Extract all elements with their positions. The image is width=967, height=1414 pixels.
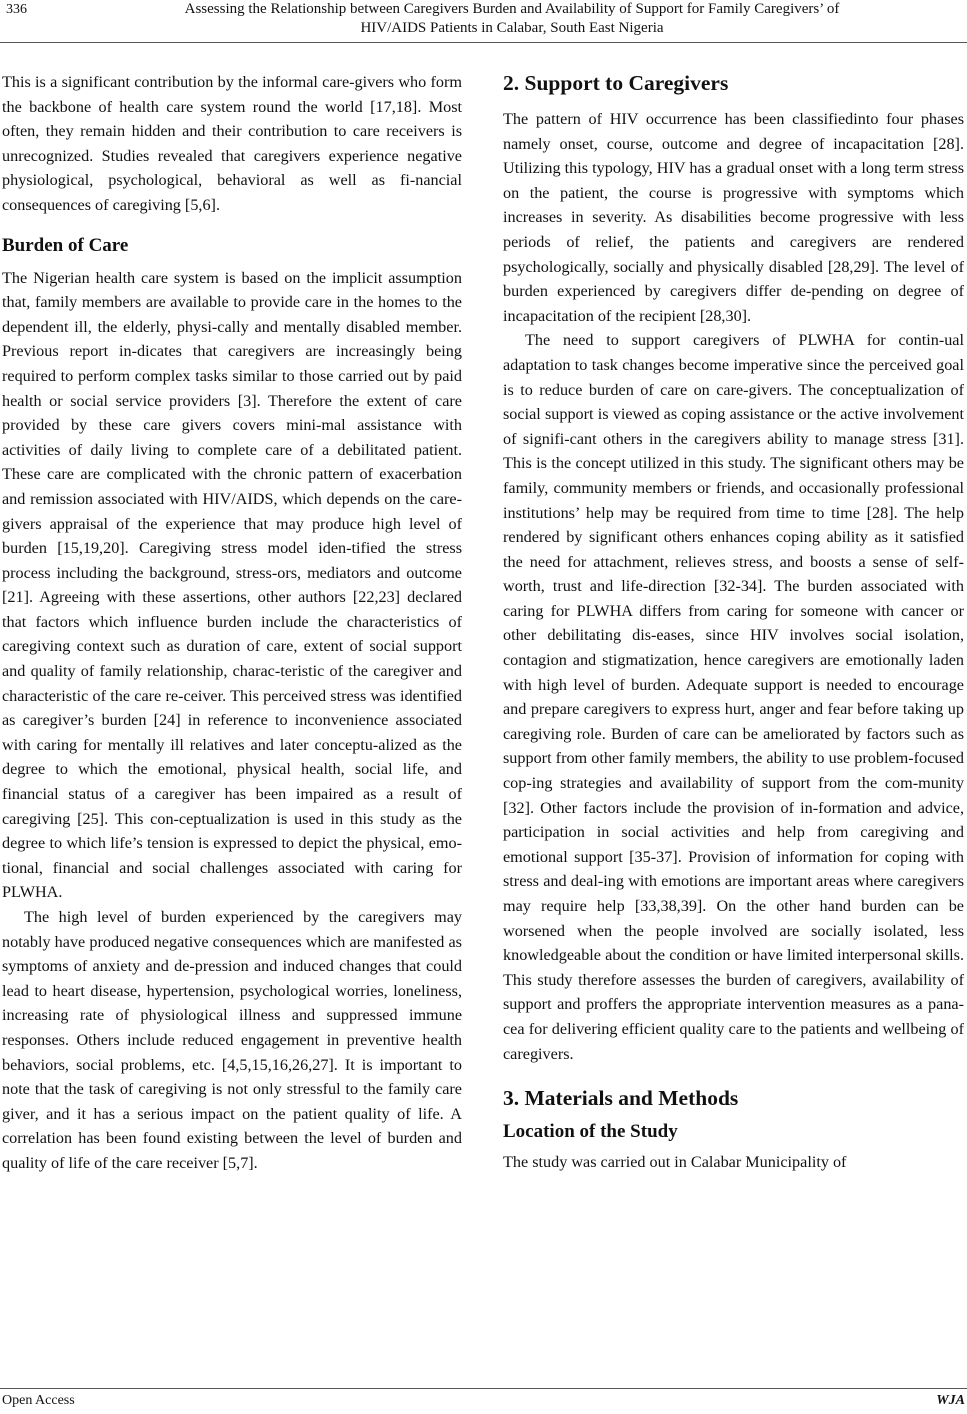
support-paragraph-2: The need to support caregivers of PLWHA for contin-ual adaptation to task changes become imperative since the perceived goal is to reduce burden of care on care-givers. The conceptualization of social support is viewed as coping assistance or the active involvement of signifi-cant others in the caregivers ability to manage stress [31]. This is the concept utilized in this study. The significant others may be family, community members or friends, and occasionally professional institutions’ help may be required from time to time [28]. The help rendered by significant others enhances coping ability as it satisfied the need for attachment, relieves stress, and boosts a sense of self-worth, trust and life-direction [32-34]. The burden associated with caring for PLWHA differs from caring for someone with cancer or other debilitating dis-eases, since HIV involves social isolation, contagion and stigmatization, hence caregivers are emotionally laden with high level of burden. Adequate support is needed to encourage and prepare caregivers to express hurt, anger and fear before taking up caregiving role. Burden of care can be ameliorated by factors such as support from other family members, the ability to use problem-focused cop-ing strategies and availability of support from the com-munity [32]. Other factors include the provision of in-formation and advice, participation in social activities and help from caregiving and emotional support [35-37]. Provision of information for coping with stress and deal-ing with emotions are important areas where caregivers may require help [33,38,39]. On the other hand burden can be worsened when the people involved are socially isolated, less knowledgeable about the condition or have limited interpersonal skills. This study therefore assesses the burden of caregivers, availability of support and proffers the appropriate intervention measures as a pana-cea for delivering efficient quality care to the patients and wellbeing of caregivers. — [503, 331, 964, 1063]
section-2-heading: 2. Support to Caregivers — [503, 71, 729, 95]
section-3-heading: 3. Materials and Methods — [503, 1086, 739, 1111]
header-rule — [0, 42, 967, 43]
intro-paragraph: This is a significant contribution by the informal care-givers who form the backbone of health care system round the world [17,18]. Most often, they remain hidden and their contribution to care receivers is unrecognized. Studies revealed that caregivers experience negative physiological, psychological, behavioral as well as fi-nancial consequences of caregiving [5,6]. — [2, 73, 462, 214]
footer-journal-abbrev: WJA — [936, 1393, 965, 1408]
running-head-line-1: Assessing the Relationship between Caregivers Burden and Availability of Support for Family Caregivers’ of — [184, 1, 840, 17]
page-number: 336 — [6, 2, 27, 17]
support-paragraph-1: The pattern of HIV occurrence has been classifiedinto four phases namely onset, course, outcome and degree of incapacitation [28]. Utilizing this typology, HIV has a gradual onset with a long term stress on the patient, the course is progressive with symptoms which increases in severity. As disabilities become progressive with less periods of relief, the patients and caregivers are rendered psychologically, socially and physically disabled [28,29]. The level of burden experienced by caregivers differ de-pending on degree of incapacitation of the recipient [28,30]. — [503, 110, 964, 325]
footer-open-access: Open Access — [2, 1393, 75, 1408]
running-head — [60, 0, 964, 38]
location-of-study-heading: Location of the Study — [503, 1121, 678, 1143]
left-column — [2, 70, 462, 1176]
footer-rule — [0, 1388, 967, 1389]
running-head-line-2: HIV/AIDS Patients in Calabar, South East Nigeria — [360, 20, 664, 36]
right-column — [503, 69, 964, 1175]
burden-of-care-heading: Burden of Care — [2, 234, 129, 256]
burden-paragraph-1: The Nigerian health care system is based on the implicit assumption that, family members are available to provide care in the homes to the dependent ill, the elderly, physi-cally and mentally disabled member. Previous report in-dicates that caregivers are increasingly being required to perform complex tasks similar to those carried out by paid health or social service providers [3]. Therefore the extent of care provided by these care givers covers mini-mal assistance with activities of daily living to complete care of a debilitated patient. These care are complicated with the chronic pattern of exacerbation and remission associated with HIV/AIDS, which depends on the care-givers appraisal of the experience that may produce high level of burden [15,19,20]. Caregiving stress model iden-tified the stress process including the background, stress-ors, mediators and outcome [21]. Agreeing with these assertions, other authors [22,23] declared that factors which influence burden include the characteristics of caregiving context such as duration of care, extent of social support and quality of family relationship, charac-teristic of the caregiver and characteristic of the care re-ceiver. This perceived stress was identified as caregiver’s burden [24] in reference to inconvenience associated with caring for mentally ill relatives and later conceptu-alized as the degree to which the emotional, physical health, social life, and financial status of a caregiver has been impaired as a result of caregiving [25]. This con-ceptualization is used in this study as the degree to which life’s tension is expressed to depict the physical, emo-tional, financial and social challenges associated with caring for PLWHA. — [2, 268, 462, 902]
burden-paragraph-2: The high level of burden experienced by the caregivers may notably have produced negative consequences which are manifested as symptoms of anxiety and de-pression and induced changes that could lead to heart disease, hypertension, psychological worries, loneliness, increasing rate of physiological illness and suppressed immune responses. Others include reduced engagement in preventive health behaviors, social problems, etc. [4,5,15,16,26,27]. It is important to note that the task of caregiving is not only stressful to the family care giver, and it has a serious impact on the patient quality of life. A correlation has been found existing between the level of burden and quality of life of the care receiver [5,7]. — [2, 908, 462, 1172]
location-paragraph: The study was carried out in Calabar Municipality of — [503, 1153, 847, 1172]
